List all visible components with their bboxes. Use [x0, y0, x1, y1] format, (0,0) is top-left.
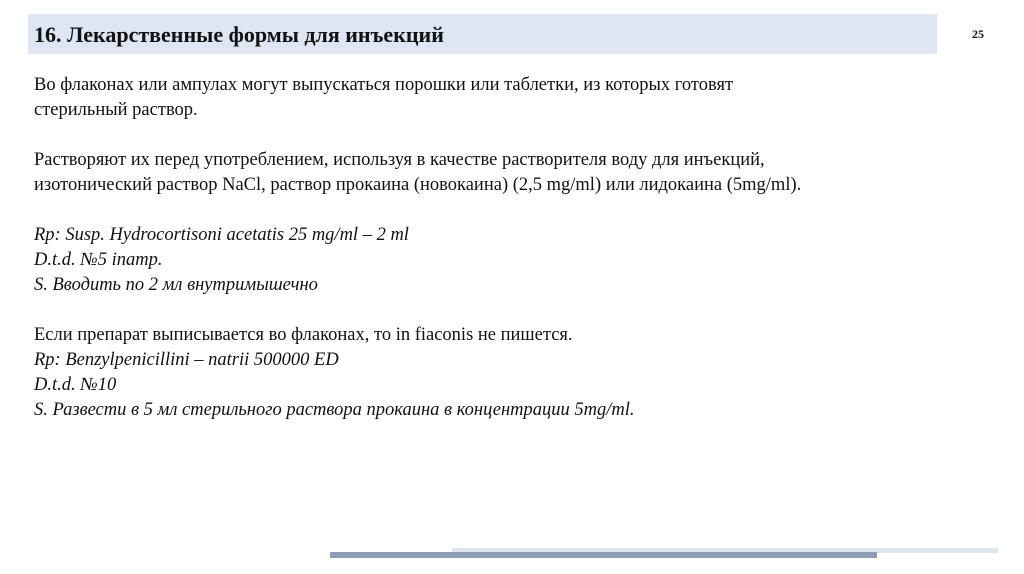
slide-body — [34, 73, 994, 423]
paragraph-gap — [34, 298, 994, 323]
paragraph-2-line-1: Растворяют их перед употреблением, используя в качестве растворителя воду для инъекций, — [34, 150, 765, 170]
paragraph-1-line-1: Во флаконах или ампулах могут выпускаться порошки или таблетки, из которых готовят — [34, 75, 734, 95]
prescription-1-rp-line: Rp: Susp. Hydrocortisoni acetatis 25 mg/ml – 2 ml — [34, 225, 409, 245]
paragraph-gap — [34, 198, 994, 223]
slide-title: 16. Лекарственные формы для инъекций — [34, 22, 444, 47]
prescription-2-rp-line: Rp: Benzylpenicillini – natrii 500000 ED — [34, 350, 339, 370]
prescription-2-dtd-line: D.t.d. №10 — [34, 375, 117, 395]
prescription-1-signa-line: S. Вводить по 2 мл внутримышечно — [34, 275, 318, 295]
paragraph-2-line-2: изотонический раствор NaCl, раствор прокаина (новокаина) (2,5 mg/ml) или лидокаина (5mg/ml). — [34, 175, 802, 195]
paragraph-3-line-1: Если препарат выписывается во флаконах, то in fiaconis не пишется. — [34, 325, 573, 345]
page-number: 25 — [972, 27, 984, 41]
paragraph-1-line-2: стерильный раствор. — [34, 100, 198, 120]
prescription-1-dtd-line: D.t.d. №5 inamp. — [34, 250, 163, 270]
paragraph-gap — [34, 123, 994, 148]
bottom-decor-bar-dark — [330, 552, 877, 558]
prescription-2-signa-line: S. Развести в 5 мл стерильного раствора прокаина в концентрации 5mg/ml. — [34, 400, 635, 420]
